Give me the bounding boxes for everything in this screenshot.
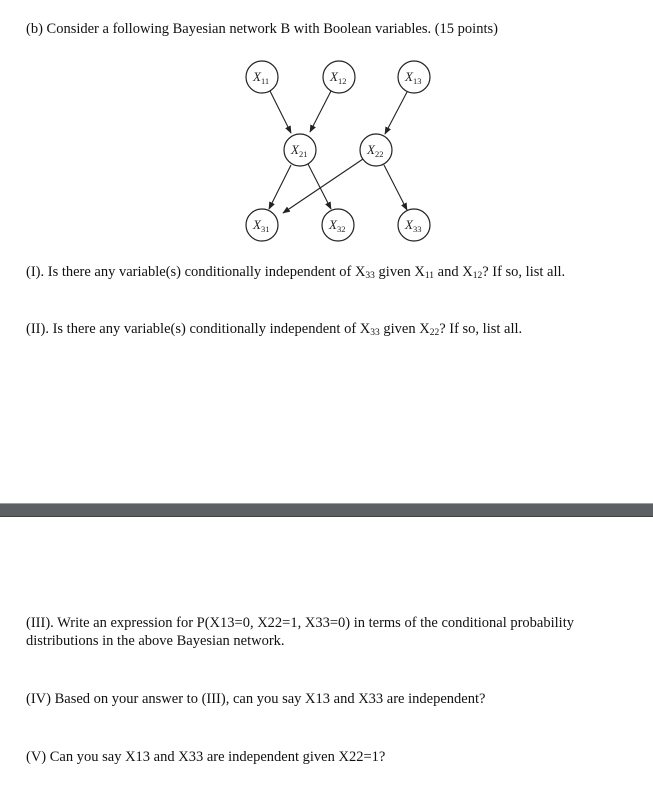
svg-text:X11: $X_{11}$ [253, 69, 270, 86]
edge-x21-x32 [308, 164, 331, 209]
node-x31 [246, 209, 278, 241]
node-x11 [246, 61, 278, 93]
node-x22 [360, 134, 392, 166]
edge-x22-x33 [384, 165, 407, 210]
node-x13 [398, 61, 430, 93]
edge-x13-x22 [385, 92, 407, 134]
question-4: (IV) Based on your answer to (III), can you say X13 and X33 are independent? [26, 691, 486, 707]
svg-text:X12: $X_{12}$ [330, 69, 347, 86]
question-5: (V) Can you say X13 and X33 are independent given X22=1? [26, 749, 386, 765]
svg-text:X33: $X_{33}$ [405, 217, 422, 234]
question-3: (III). Write an expression for P(X13=0, X22=1, X33=0) in terms of the conditional probability distributions in the above Bayesian network. [26, 615, 574, 649]
svg-text:X21: $X_{21}$ [291, 142, 308, 159]
node-x21 [284, 134, 316, 166]
bayesian-network-diagram [0, 0, 653, 260]
question-1: (I). Is there any variable(s) conditionally independent of $X_{33}$ given $X_{11}$ and $X_{12}$? If so, list all. [26, 264, 566, 281]
svg-text:X32: $X_{32}$ [329, 217, 346, 234]
svg-text:X13: $X_{13}$ [405, 69, 422, 86]
edge-x12-x21 [310, 91, 331, 132]
question-2: (II). Is there any variable(s) conditionally independent of $X_{33}$ given $X_{22}$? If so, list all. [26, 321, 523, 338]
node-x33 [398, 209, 430, 241]
edge-x21-x31 [269, 165, 291, 209]
page-divider-bar [0, 503, 653, 517]
edge-x22-x31 [283, 159, 363, 213]
edge-x11-x21 [270, 91, 291, 133]
node-x32 [322, 209, 354, 241]
svg-text:X31: $X_{31}$ [253, 217, 270, 234]
node-x12 [323, 61, 355, 93]
question-b-heading: (b) Consider a following Bayesian network B with Boolean variables. (15 points) [26, 21, 498, 37]
svg-text:X22: $X_{22}$ [367, 142, 384, 159]
